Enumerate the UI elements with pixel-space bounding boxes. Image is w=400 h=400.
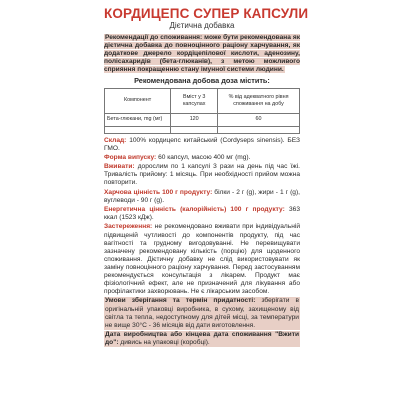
section-usage: [104, 163, 300, 187]
table-header-content: Вміст у 3 капсулах: [171, 88, 218, 113]
table-header-percent: % від адекватного рівня споживання на добу: [218, 88, 300, 113]
table-header-component: Компонент: [105, 88, 171, 113]
section-text-usage: дорослим по 1 капсулі 3 рази на день під час їжі. Тривалість прийому: 1 місяць. При необхідності прийом можна повторити.: [104, 163, 300, 187]
section-label-date: Дата виробництва або кінцева дата споживання "Вжити до":: [105, 331, 299, 347]
table-cell-percent: 60: [218, 113, 300, 126]
section-text-energy: 363 ккал (1523 кДж).: [104, 206, 300, 222]
section-text-form: 60 капсул, масою 400 мг (mg).: [156, 153, 251, 161]
table-title: Рекомендована добова доза містить:: [134, 76, 270, 86]
section-label-usage: Вживати:: [104, 163, 135, 171]
section-text-date: дивись на упаковці (коробці).: [118, 339, 210, 347]
table-cell-component: Бета-глюкани, mg (мг): [105, 113, 171, 126]
section-label-form: Форма випуску:: [104, 153, 157, 161]
section-nutrition: [104, 189, 300, 205]
table-cell-content: 120: [171, 113, 218, 126]
table-blank-row: [105, 126, 300, 133]
section-label-energy: Енергетична цінність (калорійність) 100 г продукту:: [104, 206, 285, 214]
section-label-nutrition: Харчова цінність 100 г продукту:: [104, 188, 213, 196]
section-storage: [104, 297, 300, 329]
section-composition: [104, 137, 300, 153]
section-text-storage: зберігати в оригінальній упаковці виробника, в сухому, захищеному від світла та тепла, недоступному для дітей місці, за температури не вище 30°С - 36 місяців від дати виготовлення.: [105, 297, 299, 329]
section-form: [104, 154, 300, 162]
recommendation-highlight: Рекомендації до споживання: може бути рекомендована як дієтична добавка до повноцінного раціону харчування, як додаткове джерело кордіцепілової кислоти, аденозину, полісахаридів (бета-глюканів), з метою можливого сприяння покращенню стану імунної системи людини.: [104, 34, 300, 74]
section-label-composition: Склад:: [104, 136, 127, 144]
table-row: [105, 113, 300, 126]
recommendation-text: [104, 34, 300, 74]
table-header-row: [105, 88, 300, 113]
product-subtitle: Дієтична добавка: [169, 21, 235, 30]
product-label: [104, 6, 309, 348]
section-text-warnings: не рекомендовано вживати при індивідуальній підвищеній чутливості до компонентів продукту, під час вагітності та грудному вигодовуванні. Не перевищувати зазначену рекомендовану кількість (порцію) для щоденного споживання. Дієтичну добавку не слід використовувати як заміну повноцінного раціону харчування. Перед застосуванням рекомендується консультація з лікарем. Продукт має фізіологічний ефект, але не призначений для лікування або профілактики захворювань. Не є лікарським засобом.: [104, 223, 300, 296]
product-title: КОРДИЦЕПС СУПЕР КАПСУЛИ: [104, 6, 309, 21]
composition-table: [104, 88, 300, 134]
section-label-storage: Умови зберігання та термін придатності:: [105, 297, 256, 305]
section-date: [104, 331, 300, 347]
section-warnings: [104, 223, 300, 296]
section-text-nutrition: білки - 2 г (g), жири - 1 г (g), вуглеводи - 90 г (g).: [104, 188, 300, 204]
section-text-composition: 100% кордицепс китайський (Cordyseps sinensis). БЕЗ ГМО.: [104, 136, 300, 152]
section-energy: [104, 206, 300, 222]
label-sections: [104, 137, 300, 348]
section-label-warnings: Застереження:: [104, 223, 153, 231]
